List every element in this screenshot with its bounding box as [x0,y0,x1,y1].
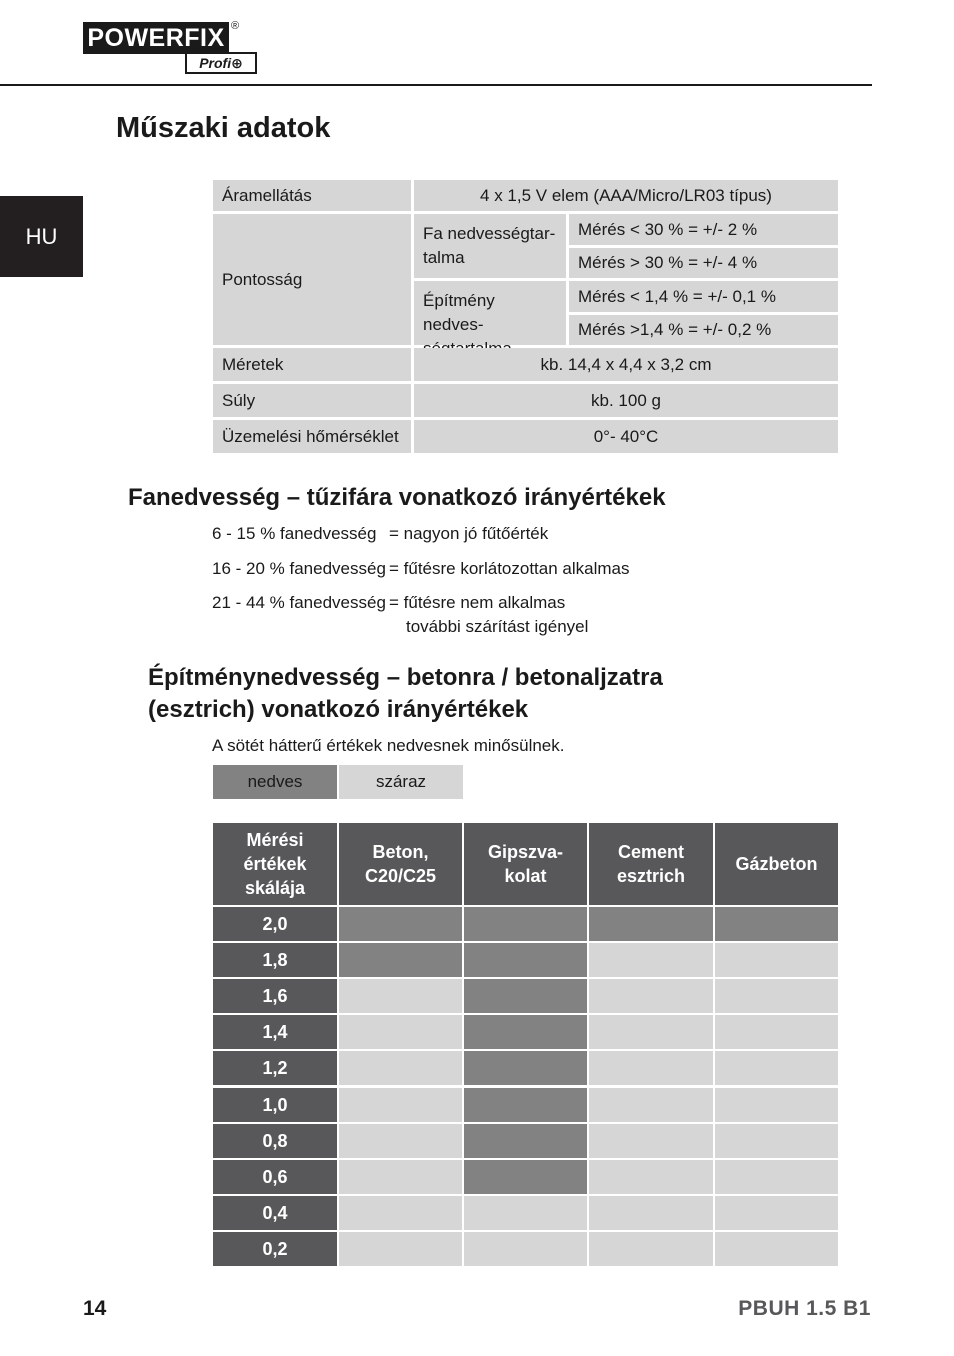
grid-header-scale [213,823,337,905]
grid-cell-dry [339,979,462,1013]
grid-header-gypsum-l2: kolat [504,866,547,886]
grid-header-concrete-l1: Beton, [372,842,429,862]
grid-header-cement [589,823,713,905]
wood-moisture-label-line1: Fa nedvességtar- [423,224,556,243]
weight-label: Súly [213,384,411,417]
wood-range-3: 21 - 44 % fanedvesség [212,593,386,612]
grid-cell-wet [715,907,838,941]
wood-range-1: 6 - 15 % fanedvesség [212,524,377,543]
wood-desc-3: = fűtésre nem alkalmas [389,593,566,612]
grid-cell-dry [339,1160,462,1194]
grid-row-value: 1,0 [213,1088,337,1122]
grid-cell-dry [589,1015,713,1049]
grid-cell-wet [339,943,462,977]
accuracy-label: Pontosság [213,214,411,345]
grid-cell-dry [339,1088,462,1122]
grid-cell-dry [589,1088,713,1122]
grid-row-value: 1,8 [213,943,337,977]
grid-header-scale-l1: Mérési [246,830,304,850]
grid-row-value: 0,6 [213,1160,337,1194]
grid-row-value: 0,4 [213,1196,337,1230]
grid-header-cement-l1: Cement [617,842,684,862]
grid-cell-wet [589,907,713,941]
building-section-title-line1: Építménynedvesség – betonra / betonaljzatra [148,664,663,691]
legend-dry: száraz [339,765,463,799]
grid-cell-dry [715,979,838,1013]
grid-cell-dry [715,1160,838,1194]
wood-moisture-label [414,214,566,278]
grid-row-value: 2,0 [213,907,337,941]
grid-cell-dry [715,1051,838,1085]
grid-header-concrete [339,823,462,905]
header-rule [0,84,872,86]
grid-header-concrete-l2: C20/C25 [364,866,437,886]
grid-cell-dry [339,1051,462,1085]
wood-section-title: Fanedvesség – tűzifára vonatkozó irányértékek [128,484,666,511]
grid-cell-dry [589,943,713,977]
wood-accuracy-1: Mérés < 30 % = +/- 2 % [569,214,838,245]
size-label: Méretek [213,348,411,381]
building-note: A sötét hátterű értékek nedvesnek minősülnek. [212,736,565,755]
grid-header-aerated-concrete [715,823,838,905]
grid-cell-dry [464,1196,587,1230]
building-accuracy-1: Mérés < 1,4 % = +/- 0,1 % [569,281,838,312]
grid-cell-wet [464,907,587,941]
power-label: Áramellátás [213,180,411,211]
grid-cell-wet [464,979,587,1013]
grid-cell-dry [339,1015,462,1049]
grid-cell-wet [464,943,587,977]
weight-value: kb. 100 g [414,384,838,417]
grid-cell-dry [589,1160,713,1194]
grid-cell-wet [464,1160,587,1194]
temperature-value: 0°- 40°C [414,420,838,453]
grid-cell-dry [339,1124,462,1158]
wood-desc-1: = nagyon jó fűtőérték [389,524,549,543]
building-moisture-label-line1: Építmény nedves- [423,291,495,334]
grid-cell-wet [464,1015,587,1049]
page-number: 14 [83,1297,107,1320]
brand-logo [83,22,255,74]
grid-header-scale-l2: értékek [243,854,307,874]
grid-header-cement-l2: esztrich [616,866,686,886]
wood-desc-3-line2: további szárítást igényel [406,617,589,636]
grid-row-value: 1,4 [213,1015,337,1049]
grid-cell-dry [589,979,713,1013]
grid-cell-dry [339,1232,462,1266]
size-value: kb. 14,4 x 4,4 x 3,2 cm [414,348,838,381]
grid-cell-wet [464,1124,587,1158]
grid-cell-dry [715,1124,838,1158]
grid-cell-dry [715,1196,838,1230]
grid-cell-wet [464,1051,587,1085]
brand-sub: Profi⊕ [185,52,257,74]
grid-cell-dry [589,1051,713,1085]
building-section-title-line2: (esztrich) vonatkozó irányértékek [148,696,529,723]
wood-desc-2: = fűtésre korlátozottan alkalmas [389,559,630,578]
grid-cell-dry [715,1088,838,1122]
grid-row-value: 0,8 [213,1124,337,1158]
building-accuracy-2: Mérés >1,4 % = +/- 0,2 % [569,315,838,345]
grid-cell-dry [464,1232,587,1266]
grid-header-scale-l3: skálája [244,878,306,898]
grid-header-gypsum [464,823,587,905]
grid-row-value: 1,2 [213,1051,337,1085]
grid-cell-dry [589,1232,713,1266]
wood-accuracy-2: Mérés > 30 % = +/- 4 % [569,248,838,278]
building-moisture-label [414,281,566,345]
grid-cell-dry [339,1196,462,1230]
brand-name: POWERFIX [83,22,229,54]
registered-mark: ® [231,20,240,32]
wood-range-2: 16 - 20 % fanedvesség [212,559,386,578]
grid-row-value: 1,6 [213,979,337,1013]
language-tab: HU [0,196,83,277]
page-title: Műszaki adatok [116,112,331,144]
grid-cell-wet [339,907,462,941]
grid-cell-dry [715,1232,838,1266]
legend-wet: nedves [213,765,337,799]
wood-moisture-label-line2: talma [423,248,465,267]
model-number: PBUH 1.5 B1 [738,1297,871,1320]
grid-cell-dry [589,1124,713,1158]
grid-header-aerated-concrete-l1: Gázbeton [735,854,818,874]
grid-cell-dry [715,943,838,977]
temperature-label: Üzemelési hőmérséklet [213,420,411,453]
grid-cell-dry [715,1015,838,1049]
grid-cell-wet [464,1088,587,1122]
building-section-title [148,662,663,726]
grid-header-gypsum-l1: Gipszva- [487,842,564,862]
power-value: 4 x 1,5 V elem (AAA/Micro/LR03 típus) [414,180,838,211]
grid-row-value: 0,2 [213,1232,337,1266]
grid-cell-dry [589,1196,713,1230]
